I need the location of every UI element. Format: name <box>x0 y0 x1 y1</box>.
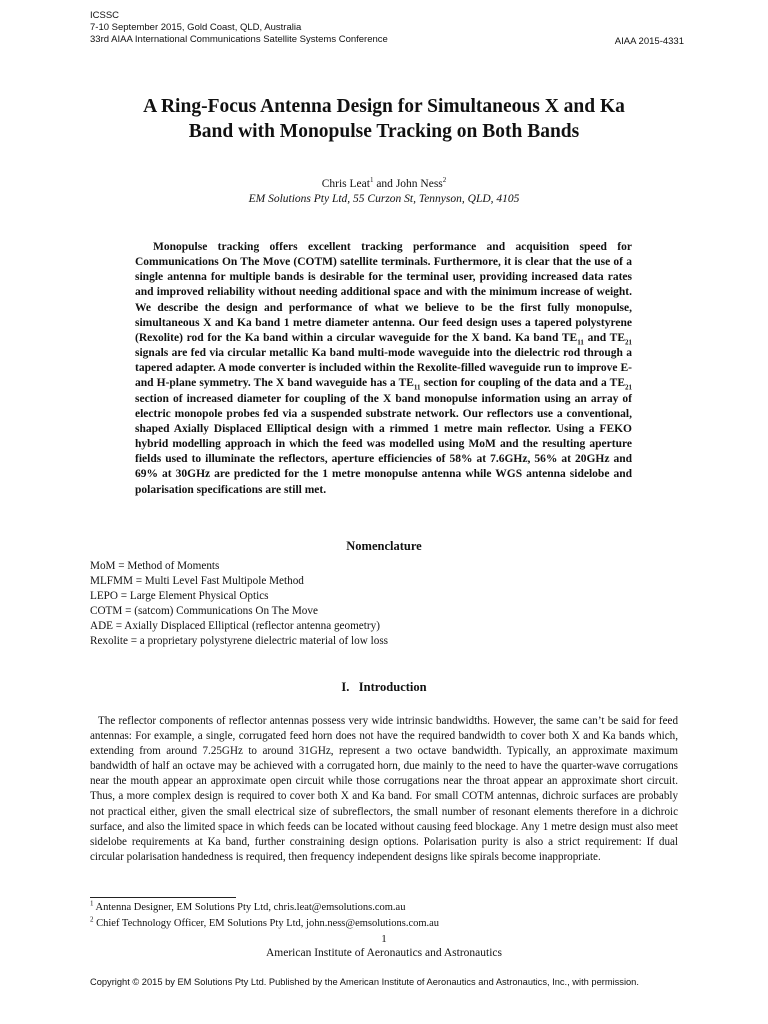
footnote-mark: 1 <box>90 899 94 908</box>
footnote-text: Chief Technology Officer, EM Solutions Pty Ltd, john.ness@emsolutions.com.au <box>93 918 440 929</box>
nomenclature-heading: Nomenclature <box>346 539 422 553</box>
paper-title-line2: Band with Monopulse Tracking on Both Bands <box>188 121 580 142</box>
section-heading-introduction: I. Introduction <box>341 680 427 694</box>
abstract-text: signals are fed via circular metallic Ka band multi-mode waveguide into the dielectric rod through a tapered adapter. A mode converter is included within the Rexolite-filled waveguide run to improve E- and H-plane symmetry. The X band waveguide has a TE <box>135 347 632 390</box>
nomenclature-item: MLFMM = Multi Level Fast Multipole Method <box>90 575 304 588</box>
author-list <box>60 178 708 190</box>
subscript: 21 <box>625 383 633 392</box>
page-number: 1 <box>381 933 387 945</box>
header-venue: ICSSC <box>90 10 120 21</box>
author-affiliation: EM Solutions Pty Ltd, 55 Curzon St, Tennyson, QLD, 4105 <box>248 193 520 205</box>
publisher-name: American Institute of Aeronautics and Astronautics <box>265 947 502 959</box>
abstract <box>135 240 632 498</box>
copyright-notice: Copyright © 2015 by EM Solutions Pty Ltd. Published by the American Institute of Aeronautics and Astronautics, Inc., with permission. <box>90 977 639 987</box>
subscript: 21 <box>625 338 632 347</box>
nomenclature-item: Rexolite = a proprietary polystyrene dielectric material of low loss <box>90 635 389 648</box>
nomenclature-list <box>90 559 388 650</box>
footnote-2 <box>90 917 439 930</box>
nomenclature-item: LEPO = Large Element Physical Optics <box>90 590 269 603</box>
paper-title-line1: A Ring-Focus Antenna Design for Simultaneous X and Ka <box>143 96 625 117</box>
introduction-paragraph: The reflector components of reflector antennas possess very wide intrinsic bandwidths. However, the same can’t be said for feed antennas: For example, a single, corrugated feed horn does not have the required bandwidth to cover both X and Ka bands which, extending from around 7.25GHz to around 31GHz, represent a two octave bandwidth. Typically, an approximate maximum bandwidth of half an octave may be achieved with a corrugated horn, due mainly to the need to have the quarter-wave corrugations near the mouth appear an approximate open circuit while those corrugations near the throat appear an approximate short circuit. Thus, a more complex design is required to cover both X and Ka band. For small COTM antennas, dichroic surfaces are probably not practical either, given the small electrical size of subreflectors, the small number of resonant elements therefore in a dichroic surface, and also the limited space in which feeds can be located without causing feed blockage. Any 1 metre design must also meet sidelobe requirements at Ka band, further constraining design options. Polarisation purity is also a strict requirement: If dual circular polarisation handedness is required, then frequency independent designs like spirals become inappropriate. <box>90 715 678 863</box>
footnote-text: Antenna Designer, EM Solutions Pty Ltd, chris.leat@emsolutions.com.au <box>93 902 406 913</box>
abstract-text: and TE <box>583 331 625 344</box>
abstract-text: section for coupling of the data and a TE <box>420 377 626 390</box>
subscript: 11 <box>577 338 584 347</box>
header-dates: 7-10 September 2015, Gold Coast, QLD, Australia <box>90 22 302 33</box>
nomenclature-item: ADE = Axially Displaced Elliptical (reflector antenna geometry) <box>90 620 380 633</box>
abstract-text: Monopulse tracking offers excellent tracking performance and acquisition speed for Communications On The Move (COTM) satellite terminals. Furthermore, it is clear that the use of a single antenna for multiple bands is desirable for the terminal user, providing increased data rates and improved reliability without needing additional space and with the minimum increase of weight. We describe the design and performance of what we believe to be the first fully monopulse, simultaneous X and Ka band 1 metre diameter antenna. Our feed design uses a tapered polystyrene (Rexolite) rod for the Ka band within a circular waveguide for the X band. Ka band TE <box>135 241 632 344</box>
paper-title <box>60 94 708 144</box>
footnote-mark: 2 <box>90 915 94 924</box>
header-conference: 33rd AIAA International Communications Satellite Systems Conference <box>90 34 388 45</box>
footnote-1 <box>90 901 405 914</box>
nomenclature-item: COTM = (satcom) Communications On The Move <box>90 605 318 618</box>
author-name: Chris Leat <box>321 178 370 190</box>
subscript: 11 <box>413 383 421 392</box>
author-footnote-mark: 2 <box>442 176 447 185</box>
nomenclature-item: MoM = Method of Moments <box>90 560 220 572</box>
author-conjunction: and <box>373 178 396 190</box>
header-paper-code: AIAA 2015-4331 <box>614 36 684 47</box>
author-footnote-mark: 1 <box>369 176 374 185</box>
abstract-text: section of increased diameter for coupling of the X band monopulse information using an array of electric monopole probes fed via a suspended substrate network. Our reflectors use a conventional, shaped Axially Displaced Elliptical design with a rimmed 1 metre main reflector. Using a FEKO hybrid modelling approach in which the feed was modelled using MoM and the resulting aperture fields used to illuminate the reflectors, aperture efficiencies of 58% at 7.6GHz, 56% at 20GHz and 69% at 30GHz are predicted for the 1 metre monopulse antenna while WGS antenna sidelobe and polarisation specifications are still met. <box>135 392 632 496</box>
author-name: John Ness <box>395 178 443 190</box>
footnote-divider <box>90 897 236 898</box>
